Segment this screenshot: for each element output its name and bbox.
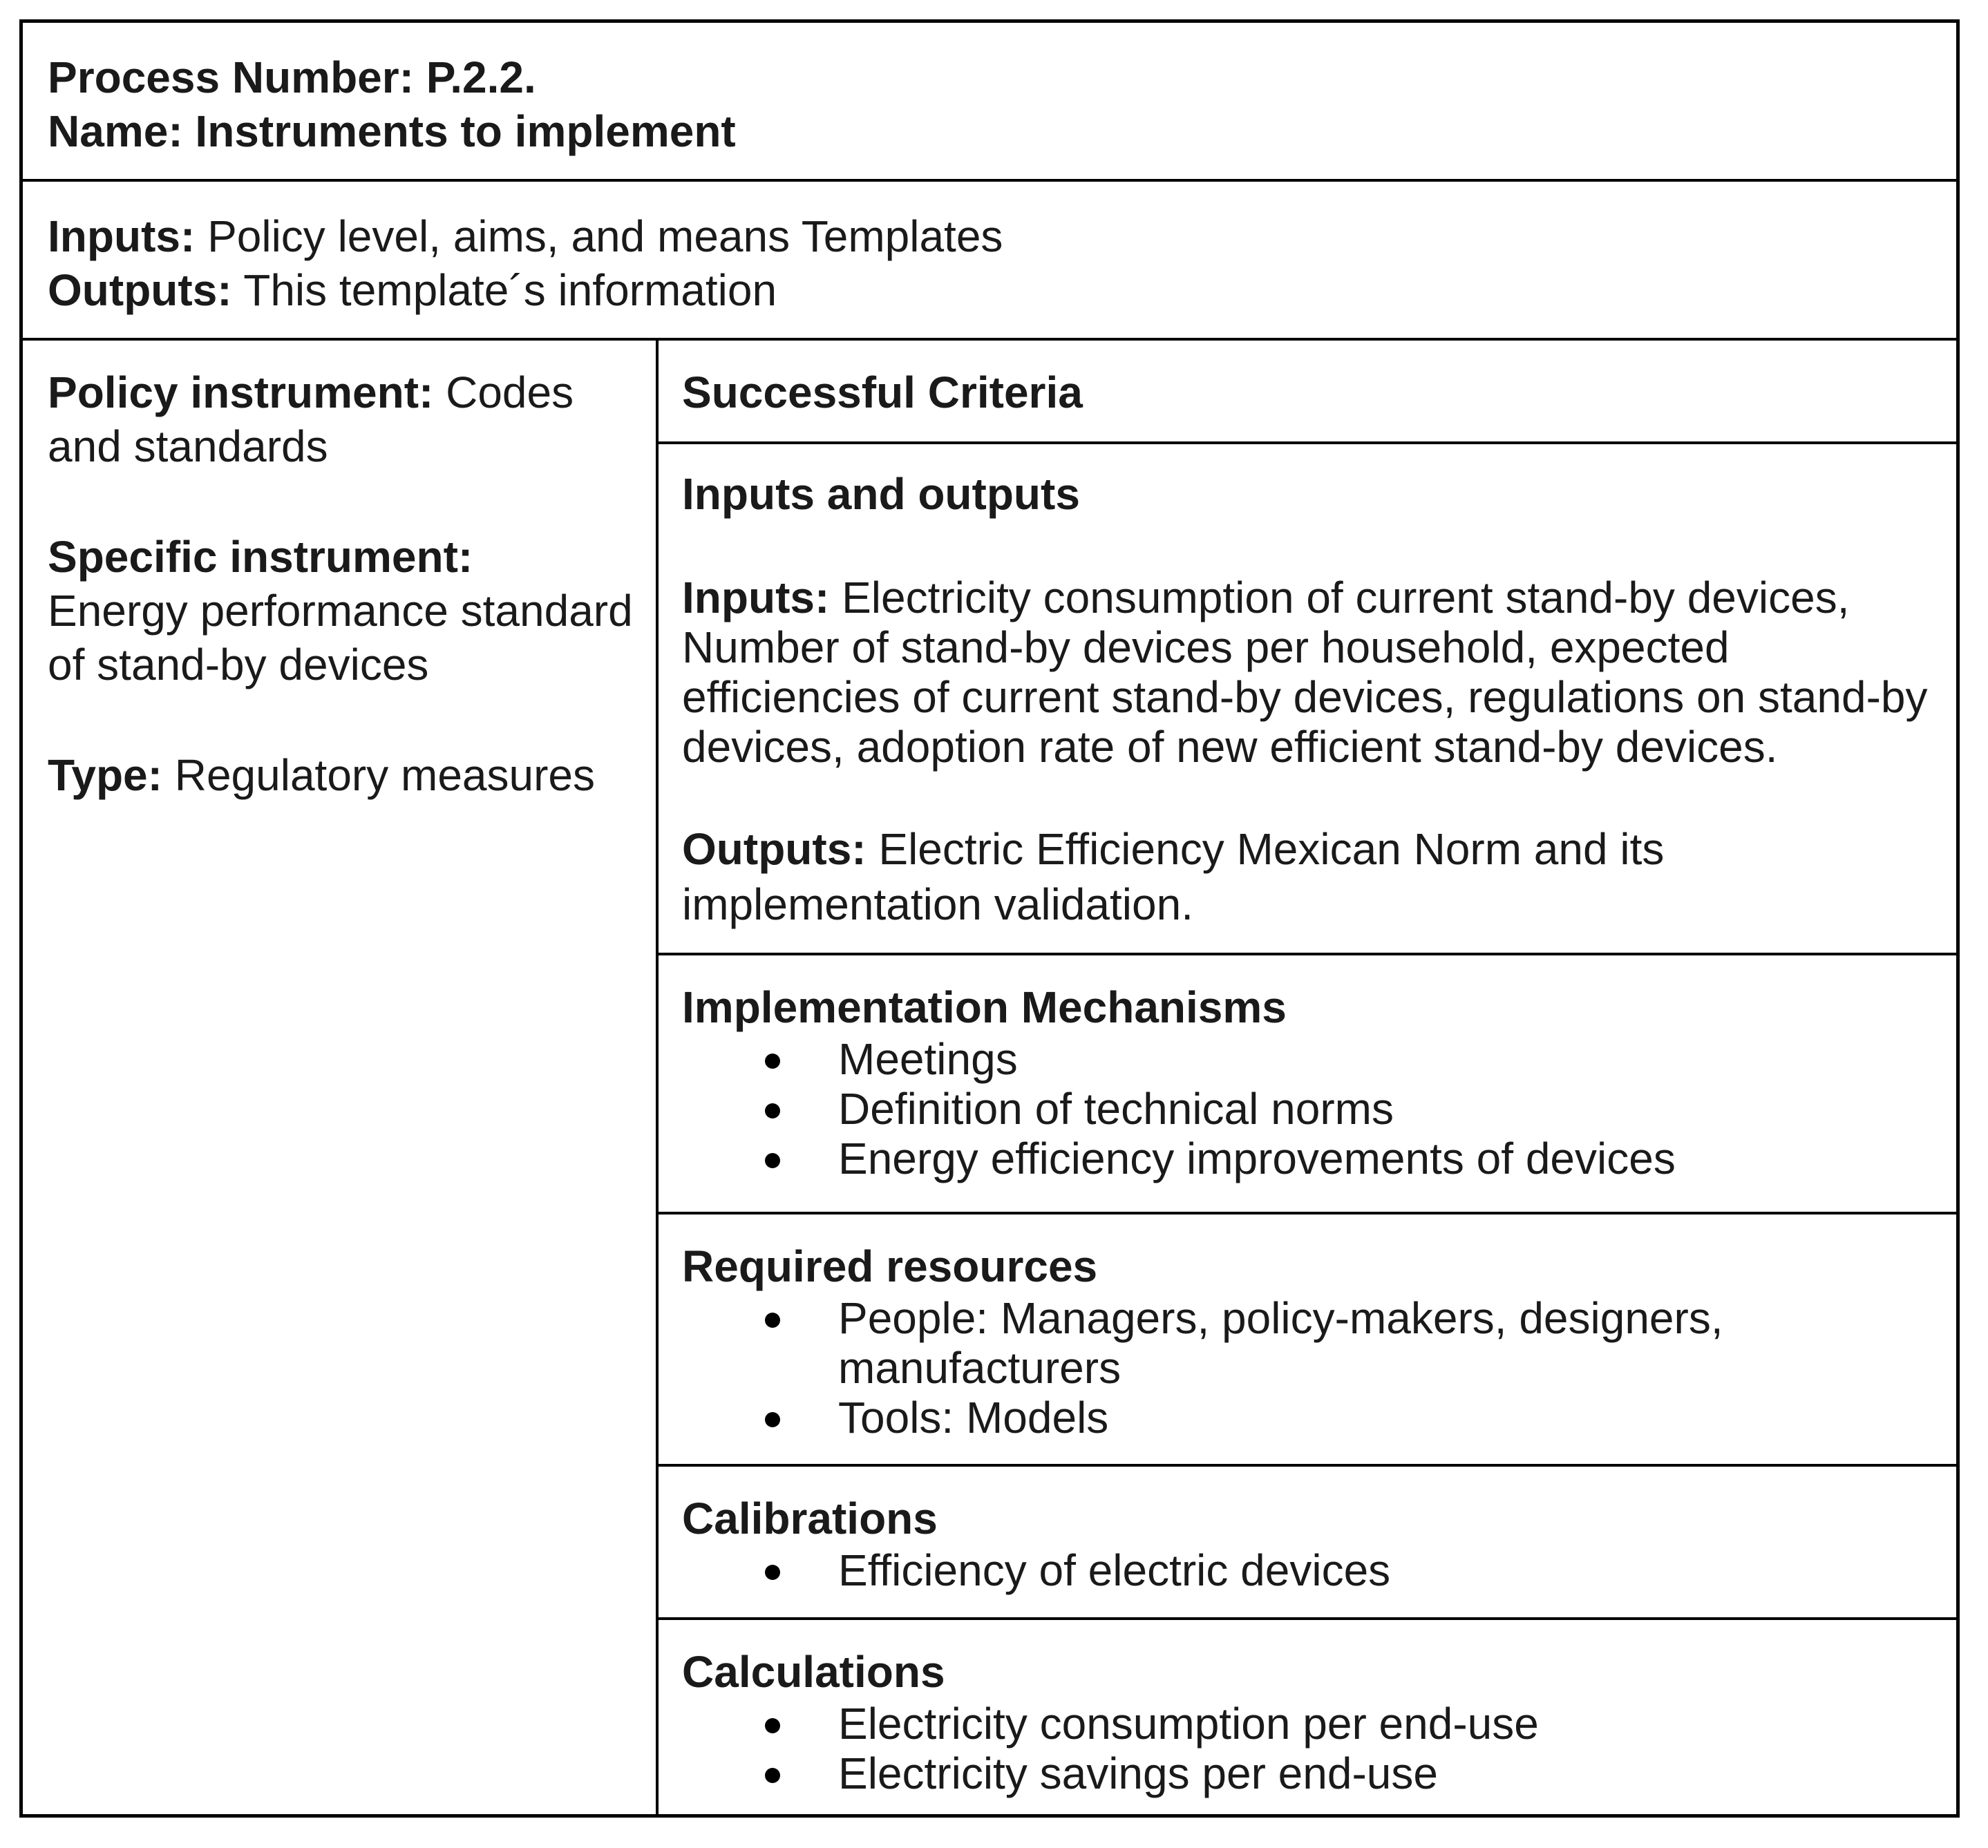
specific-instrument: [48, 530, 642, 692]
list-item: [682, 1034, 1940, 1084]
process-inputs: [48, 209, 1956, 263]
calculations-cell: [659, 1620, 1956, 1814]
spacer: [682, 772, 1940, 821]
process-inputs-label: Inputs:: [48, 211, 196, 261]
instrument-type-label: Type:: [48, 750, 162, 800]
list-item: [682, 1699, 1940, 1749]
process-inputs-value: Policy level, aims, and means Templates: [195, 211, 1003, 261]
calibrations-cell: [659, 1467, 1956, 1620]
list-item-text: People: Managers, policy-makers, designers, manufacturers: [838, 1293, 1723, 1393]
list-item-text: Meetings: [838, 1034, 1018, 1084]
inputs-outputs-body: [682, 573, 1940, 932]
process-number: Process Number: P.2.2.: [48, 53, 536, 102]
calculations-title: Calculations: [682, 1647, 945, 1697]
criteria-inputs: [682, 573, 1940, 772]
list-item-text: Electricity savings per end-use: [838, 1749, 1438, 1798]
policy-instrument-value: Codes and standards: [48, 368, 574, 471]
list-item: [682, 1545, 1940, 1595]
process-outputs: [48, 263, 1956, 317]
bullet-icon: [765, 1718, 780, 1733]
criteria-outputs-value: Electric Efficiency Mexican Norm and its implementation validation.: [682, 824, 1665, 929]
bullet-icon: [765, 1768, 780, 1783]
list-item: [682, 1134, 1940, 1183]
inputs-outputs-cell: [659, 444, 1956, 955]
instrument-type: [48, 748, 642, 802]
list-item-text: Energy efficiency improvements of devices: [838, 1134, 1676, 1183]
policy-instrument: [48, 365, 642, 473]
process-template-table: [19, 19, 1960, 1818]
list-item: [682, 1393, 1940, 1442]
calibrations-list: [682, 1545, 1940, 1595]
process-outputs-value: This template´s information: [231, 265, 777, 315]
resources-cell: [659, 1214, 1956, 1467]
list-item-text: Efficiency of electric devices: [838, 1545, 1391, 1595]
criteria-title: Successful Criteria: [682, 368, 1083, 417]
process-outputs-label: Outputs:: [48, 265, 232, 315]
process-name: Name: Instruments to implement: [48, 106, 736, 156]
criteria-column: [659, 341, 1956, 1814]
list-item: [682, 1084, 1940, 1134]
bullet-icon: [765, 1054, 780, 1069]
instrument-type-value: Regulatory measures: [162, 750, 595, 800]
calibrations-title: Calibrations: [682, 1494, 938, 1543]
criteria-outputs: [682, 821, 1940, 932]
resources-list: [682, 1293, 1940, 1442]
list-item-text: Electricity consumption per end-use: [838, 1699, 1539, 1749]
inputs-outputs-title: Inputs and outputs: [682, 469, 1080, 519]
bullet-icon: [765, 1153, 780, 1168]
list-item-text: Definition of technical norms: [838, 1084, 1394, 1134]
list-item-text: Tools: Models: [838, 1393, 1109, 1442]
bullet-icon: [765, 1313, 780, 1328]
criteria-inputs-label: Inputs:: [682, 573, 830, 622]
specific-instrument-label: Specific instrument:: [48, 532, 473, 582]
criteria-outputs-label: Outputs:: [682, 824, 867, 874]
criteria-header-cell: [659, 341, 1956, 444]
implementation-cell: [659, 955, 1956, 1214]
process-header-row: [23, 23, 1956, 182]
bullet-icon: [765, 1103, 780, 1118]
instrument-column: [23, 341, 659, 1814]
bullet-icon: [765, 1412, 780, 1427]
list-item: [682, 1293, 1940, 1393]
policy-instrument-label: Policy instrument:: [48, 368, 434, 417]
calculations-list: [682, 1699, 1940, 1798]
criteria-inputs-value: Electricity consumption of current stand-by devices, Number of stand-by devices per household, expected efficiencies of current stand-by devices, regulations on stand-by devices, adoption rate of new efficient stand-by devices.: [682, 573, 1928, 772]
resources-title: Required resources: [682, 1241, 1098, 1291]
specific-instrument-value: Energy performance standard of stand-by devices: [48, 586, 633, 689]
implementation-title: Implementation Mechanisms: [682, 982, 1287, 1032]
list-item: [682, 1749, 1940, 1798]
bullet-icon: [765, 1565, 780, 1580]
inputs-outputs-row: [23, 182, 1956, 341]
implementation-list: [682, 1034, 1940, 1183]
